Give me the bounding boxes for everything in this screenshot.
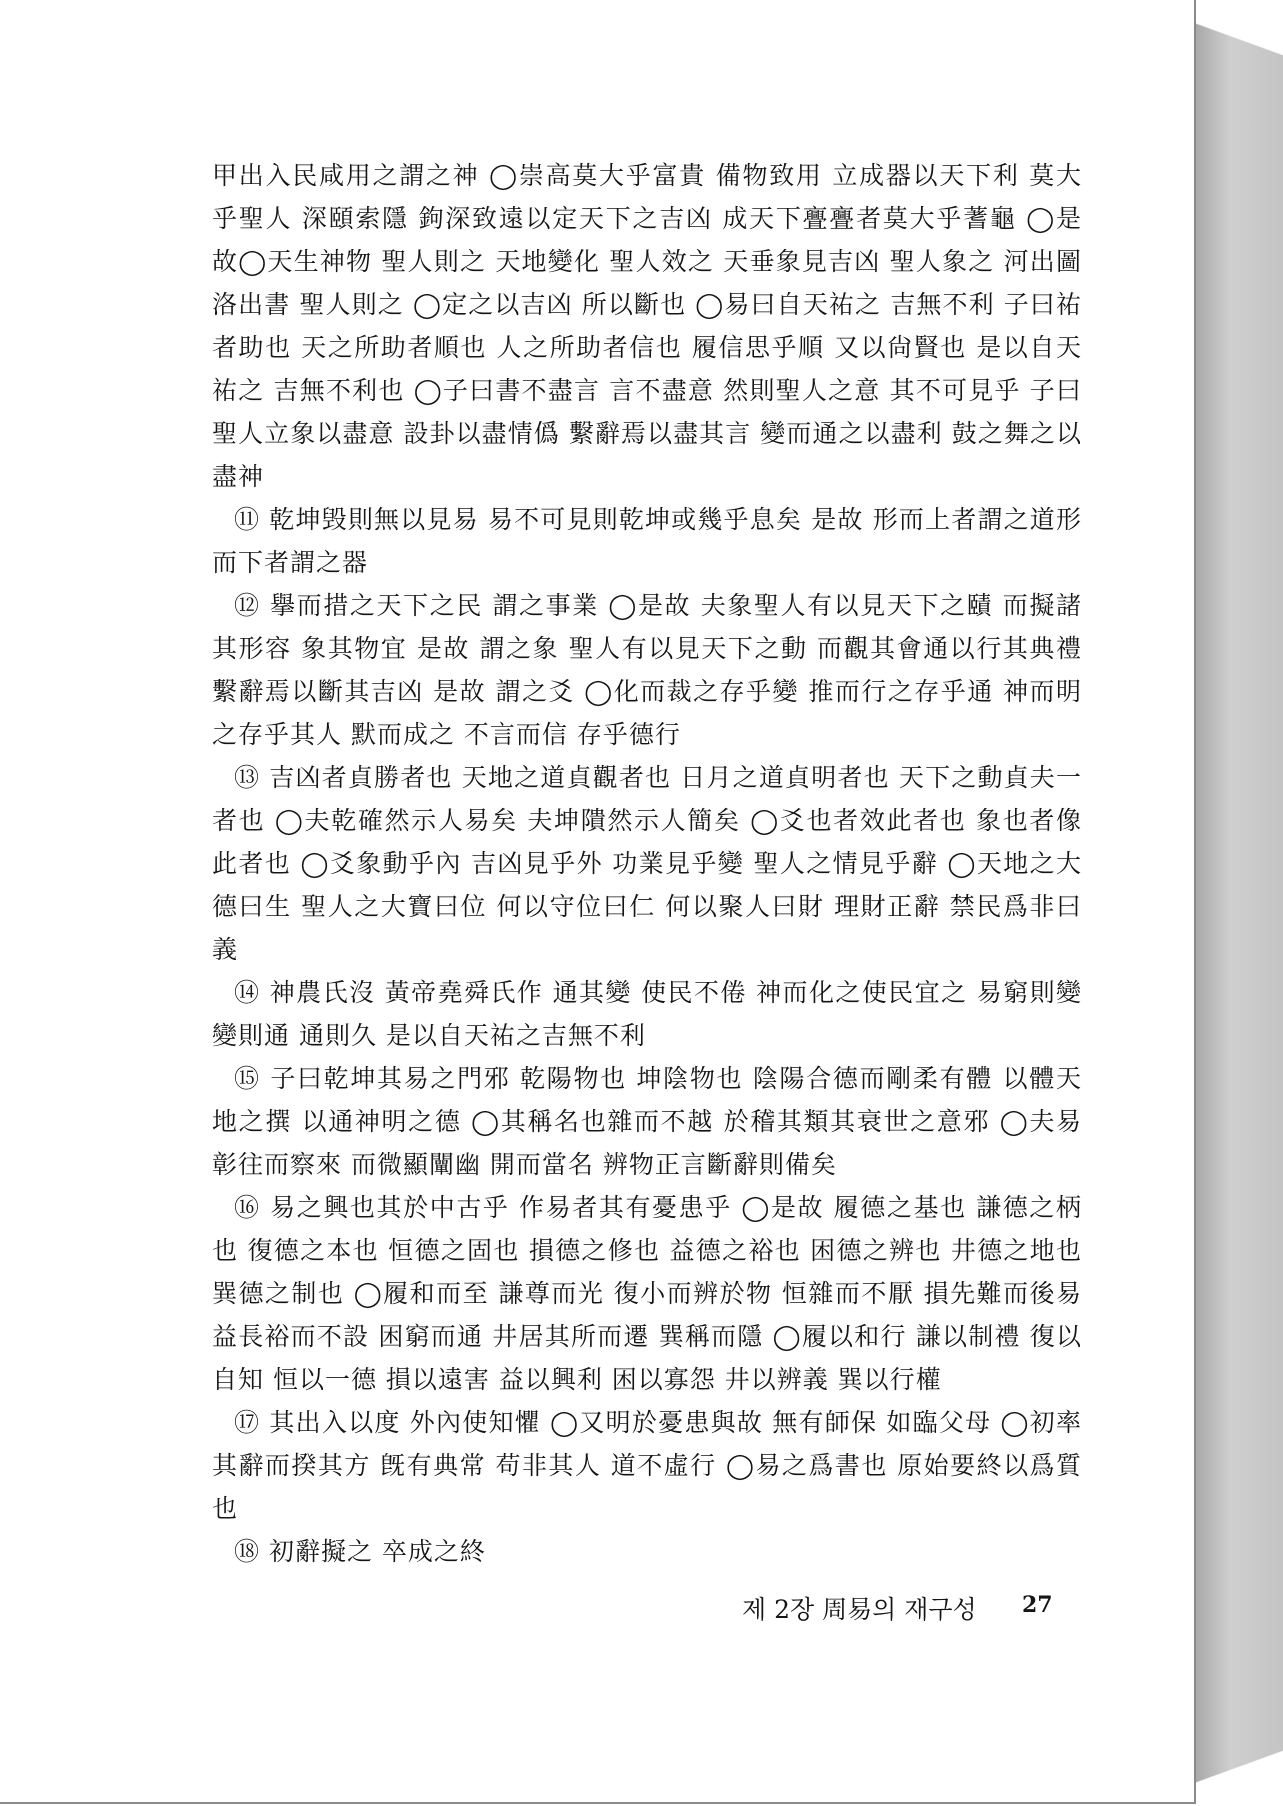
paragraph-17: ⑰ 其出入以度 外內使知懼 ◯又明於憂患與故 無有師保 如臨父母 ◯初率其辭而揆其方 旣有典常 苟非其人 道不虛行 ◯易之爲書也 原始要終以爲質也 — [212, 1408, 1082, 1523]
paragraph-12: ⑫ 擧而措之天下之民 謂之事業 ◯是故 夫象聖人有以見天下之賾 而擬諸其形容 象其物宜 是故 謂之象 聖人有以見天下之動 而觀其會通以行其典禮 繫辭焉以斷其吉凶 是故 謂之爻 ◯化而裁之存乎變 推而行之存乎通 神而明之存乎其人 默而成之 不言而信 存乎德行 — [212, 591, 1082, 749]
paragraph-15: ⑮ 子曰乾坤其易之門邪 乾陽物也 坤陰物也 陰陽合德而剛柔有體 以體天地之撰 以通神明之德 ◯其稱名也雜而不越 於稽其類其衰世之意邪 ◯夫易彰往而察來 而微顯闡幽 開而當名 辨物正言斷辭則備矣 — [212, 1064, 1082, 1179]
paragraph-16: ⑯ 易之興也其於中古乎 作易者其有憂患乎 ◯是故 履德之基也 謙德之柄也 復德之本也 恒德之固也 損德之修也 益德之裕也 困德之辨也 井德之地也 巽德之制也 ◯履和而至 謙尊而光 復小而辨於物 恒雜而不厭 損先難而後易 益長裕而不設 困窮而通 井居其所而遷 巽稱而隱 ◯履以和行 謙以制禮 復以自知 恒以一德 損以遠害 益以興利 困以寡怨 井以辨義 巽以行權 — [212, 1193, 1082, 1394]
page-stack-top-corner — [1196, 0, 1283, 80]
paragraph-continuation: 甲出入民咸用之謂之神 ◯崇高莫大乎富貴 備物致用 立成器以天下利 莫大乎聖人 深頤索隱 鉤深致遠以定天下之吉凶 成天下亹亹者莫大乎蓍龜 ◯是故◯天生神物 聖人則之 天地變化 聖人效之 天垂象見吉凶 聖人象之 河出圖洛出書 聖人則之 ◯定之以吉凶 所以斷也 ◯易曰自天祐之 吉無不利 子曰祐者助也 天之所助者順也 人之所助者信也 履信思乎順 又以尙賢也 是以自天祐之 吉無不利也 ◯子曰書不盡言 言不盡意 然則聖人之意 其不可見乎 子曰聖人立象以盡意 設卦以盡情僞 繫辭焉以盡其言 變而通之以盡利 鼓之舞之以盡神 — [212, 161, 1082, 491]
paragraph-13: ⑬ 吉凶者貞勝者也 天地之道貞觀者也 日月之道貞明者也 天下之動貞夫一者也 ◯夫乾確然示人易矣 夫坤隤然示人簡矣 ◯爻也者效此者也 象也者像此者也 ◯爻象動乎內 吉凶見乎外 功業見乎變 聖人之情見乎辭 ◯天地之大德曰生 聖人之大寶曰位 何以守位曰仁 何以聚人曰財 理財正辭 禁民爲非曰義 — [212, 763, 1082, 964]
page-footer — [742, 1590, 1082, 1630]
page-stack-bottom-corner — [1196, 1726, 1283, 1806]
paragraph-14: ⑭ 神農氏沒 黃帝堯舜氏作 通其變 使民不倦 神而化之使民宜之 易窮則變變則通 通則久 是以自天祐之吉無不利 — [212, 978, 1082, 1050]
book-page-stack-edge — [1196, 0, 1283, 1806]
paragraph-18: ⑱ 初辭擬之 卒成之終 — [234, 1537, 486, 1566]
page-number: 27 — [1022, 1592, 1053, 1618]
page-body-text — [212, 154, 1082, 1573]
paragraph-11: ⑪ 乾坤毁則無以見易 易不可見則乾坤或幾乎息矣 是故 形而上者謂之道形而下者謂之器 — [212, 505, 1082, 577]
chapter-running-title: 제 2장 周易의 재구성 — [742, 1595, 977, 1624]
